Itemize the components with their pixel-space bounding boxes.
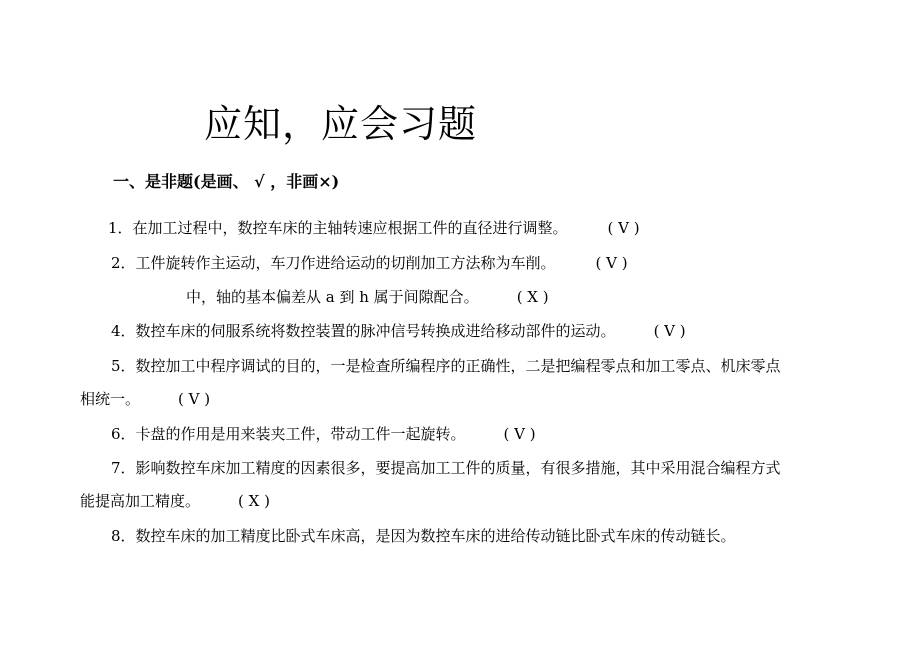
question-5 [111,354,781,378]
question-8-text: 8．数控车床的加工精度比卧式车床高，是因为数控车床的进给传动链比卧式车床的传动链长。 [111,527,736,545]
question-7-text: 7．影响数控车床加工精度的因素很多，要提高加工工件的质量，有很多措施，其中采用混合编程方式 [111,459,781,477]
question-8 [111,524,736,548]
question-4-answer: ( V ) [653,322,686,340]
question-7-answer: ( X ) [238,492,270,510]
question-1-text: 1．在加工过程中，数控车床的主轴转速应根据工件的直径进行调整。 [108,219,568,237]
question-5-answer: ( V ) [178,390,211,408]
question-3-text: 中，轴的基本偏差从 a 到 h 属于间隙配合。 [186,288,479,306]
section-heading: 一、是非题(是画、 √ ，非画×) [113,172,340,191]
question-5-continuation: 相统一。 [80,390,141,408]
question-7-continuation-line [80,489,270,513]
question-2-text: 2．工件旋转作主运动，车刀作进给运动的切削加工方法称为车削。 [111,254,556,272]
question-1 [108,216,640,240]
question-5-text: 5．数控加工中程序调试的目的，一是检查所编程序的正确性，二是把编程零点和加工零点、机床零点 [111,357,781,375]
question-2-answer: ( V ) [595,254,628,272]
question-6 [111,422,536,446]
question-3-answer: ( X ) [516,288,549,306]
question-1-answer: ( V ) [607,219,640,237]
question-6-answer: ( V ) [503,425,536,443]
question-4-text: 4．数控车床的伺服系统将数控装置的脉冲信号转换成进给移动部件的运动。 [111,322,616,340]
question-7 [111,456,781,480]
question-5-continuation-line [80,387,210,411]
question-6-text: 6．卡盘的作用是用来装夹工件，带动工件一起旋转。 [111,425,466,443]
page-title: 应知，应会习题 [204,102,478,146]
question-3 [186,285,549,309]
question-4 [111,319,686,343]
question-7-continuation: 能提高加工精度。 [80,492,201,510]
question-2 [111,251,628,275]
